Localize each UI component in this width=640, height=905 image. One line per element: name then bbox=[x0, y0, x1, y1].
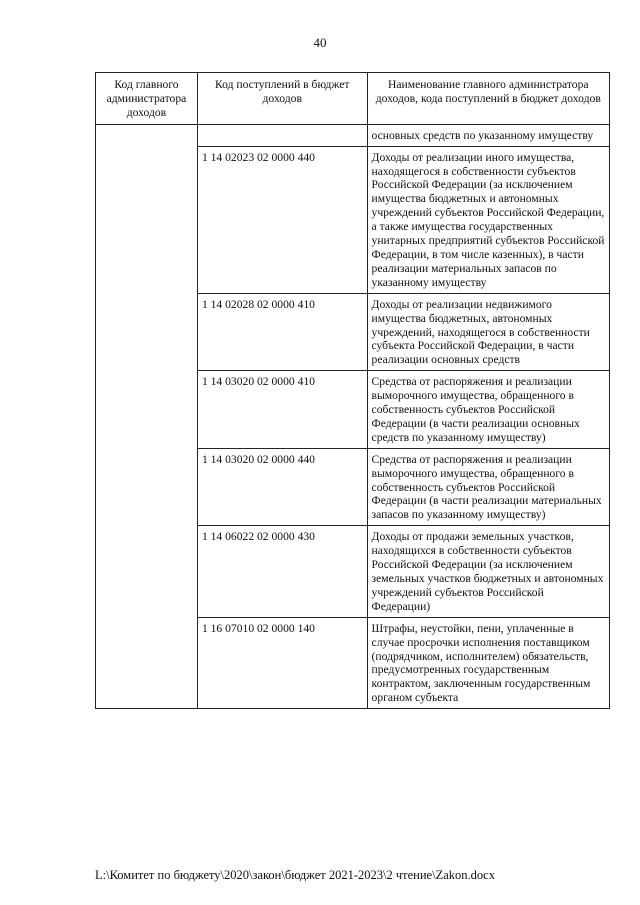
table-header-row bbox=[96, 73, 610, 125]
description-cell: Доходы от реализации иного имущества, находящегося в собственности субъектов Российской Федерации (за исключением имущества бюджетных и автономных учреждений субъектов Российской Федерации, а также имущества государственных унитарных предприятий субъектов Российской Федерации, в том числе казенных), в части реализации материальных запасов по указанному имуществу bbox=[367, 146, 609, 293]
revenue-code-cell: 1 14 03020 02 0000 410 bbox=[197, 371, 367, 449]
description-cell: Доходы от реализации недвижимого имущества бюджетных, автономных учреждений, находящегося в собственности субъекта Российской Федерации, в части реализации основных средств bbox=[367, 293, 609, 371]
header-admin-code: Код главного администратора доходов bbox=[96, 73, 198, 125]
file-path-footer: L:\Комитет по бюджету\2020\закон\бюджет 2021-2023\2 чтение\Zakon.docx bbox=[95, 868, 495, 882]
admin-code-cell bbox=[96, 124, 198, 708]
description-cell: Доходы от продажи земельных участков, находящихся в собственности субъектов Российской Федерации (за исключением земельных участков бюджетных и автономных учреждений субъектов Российской Федерации) bbox=[367, 526, 609, 617]
description-cell: Средства от распоряжения и реализации выморочного имущества, обращенного в собственность субъектов Российской Федерации (в части реализации основных средств по указанному имуществу) bbox=[367, 371, 609, 449]
revenue-code-cell: 1 16 07010 02 0000 140 bbox=[197, 617, 367, 708]
description-cell: Штрафы, неустойки, пени, уплаченные в случае просрочки исполнения поставщиком (подрядчиком, исполнителем) обязательств, предусмотренных государственным контрактом, заключенным государственным органом субъекта bbox=[367, 617, 609, 708]
revenue-code-cell: 1 14 03020 02 0000 440 bbox=[197, 448, 367, 526]
revenue-code-cell bbox=[197, 124, 367, 146]
description-cell: Средства от распоряжения и реализации выморочного имущества, обращенного в собственность субъектов Российской Федерации (в части реализации материальных запасов по указанному имуществу) bbox=[367, 448, 609, 526]
header-description: Наименование главного администратора доходов, кода поступлений в бюджет доходов bbox=[367, 73, 609, 125]
table-row bbox=[96, 124, 610, 146]
revenue-codes-table bbox=[95, 72, 610, 709]
revenue-code-cell: 1 14 06022 02 0000 430 bbox=[197, 526, 367, 617]
description-cell: основных средств по указанному имуществу bbox=[367, 124, 609, 146]
header-revenue-code: Код поступлений в бюджет доходов bbox=[197, 73, 367, 125]
revenue-code-cell: 1 14 02028 02 0000 410 bbox=[197, 293, 367, 371]
revenue-code-cell: 1 14 02023 02 0000 440 bbox=[197, 146, 367, 293]
page-number: 40 bbox=[313, 35, 327, 50]
